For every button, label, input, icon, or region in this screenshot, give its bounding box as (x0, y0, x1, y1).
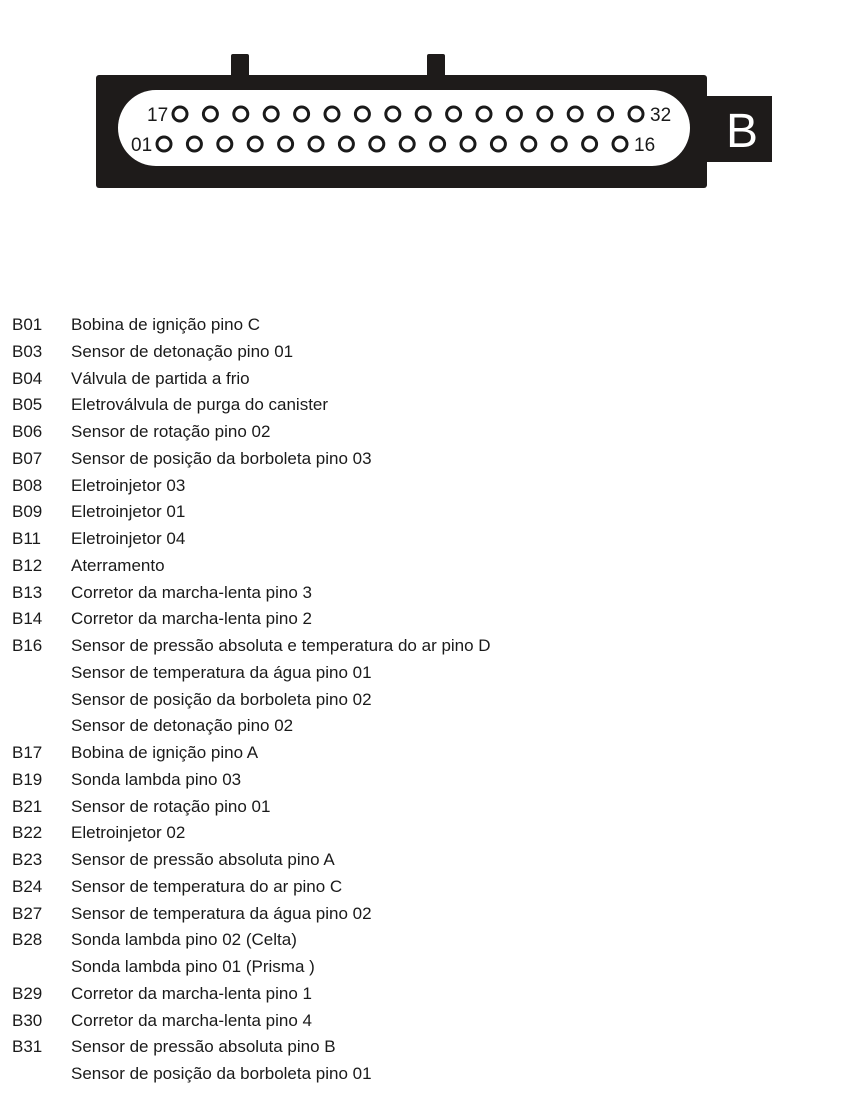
pin-description: Eletroinjetor 03 (71, 475, 186, 495)
pin-code: B31 (12, 1037, 43, 1057)
pin-code: B22 (12, 823, 43, 843)
pin-description: Sensor de pressão absoluta pino A (71, 850, 335, 869)
pin-code: B04 (12, 368, 43, 388)
pin-description: Sensor de detonação pino 02 (71, 716, 294, 736)
connector-tab-right (427, 54, 445, 78)
pin-description: Bobina de ignição pino A (71, 743, 259, 762)
pin-code: B11 (12, 529, 41, 548)
pin-description: Sonda lambda pino 01 (Prisma ) (71, 957, 315, 976)
pin-code: B06 (12, 422, 43, 441)
pin-description: Sensor de temperatura da água pino 01 (71, 662, 372, 682)
pin-description: Corretor da marcha-lenta pino 2 (71, 609, 312, 629)
pin-code: B07 (12, 448, 43, 468)
pin-code: B09 (12, 502, 43, 522)
pin-code: B12 (12, 555, 43, 575)
pin-description: Sensor de temperatura do ar pino C (71, 876, 343, 896)
pin-description: Corretor da marcha-lenta pino 3 (71, 582, 312, 602)
pin-code: B24 (12, 876, 43, 896)
pin-description: Sensor de posição da borboleta pino 03 (71, 448, 372, 468)
pin-description: Sensor de posição da borboleta pino 02 (71, 689, 372, 709)
pin-code: B28 (12, 930, 43, 950)
top-row-end-label: 32 (650, 105, 672, 126)
connector-tab-left (231, 54, 249, 78)
pin-description: Eletroinjetor 02 (71, 823, 186, 843)
pin-code: B08 (12, 475, 43, 495)
pin-description: Sensor de rotação pino 02 (71, 422, 271, 441)
connector-face (118, 90, 690, 166)
pin-code: B27 (12, 903, 43, 923)
bottom-row-end-label: 16 (634, 135, 656, 156)
pin-description: Sonda lambda pino 03 (71, 769, 242, 789)
pin-code: B23 (12, 850, 43, 869)
bottom-row-start-label: 01 (131, 135, 153, 156)
pin-code: B14 (12, 609, 43, 629)
pin-description: Sensor de temperatura da água pino 02 (71, 903, 372, 923)
pin-description: Sensor de rotação pino 01 (71, 796, 271, 816)
pin-code: B13 (12, 582, 43, 602)
pin-code: B30 (12, 1010, 43, 1030)
top-row-start-label: 17 (147, 105, 169, 126)
pin-code: B01 (12, 315, 43, 334)
pin-code: B03 (12, 341, 43, 361)
pin-code: B19 (12, 769, 43, 789)
pin-description: Eletroinjetor 01 (71, 502, 186, 522)
pin-description: Sensor de posição da borboleta pino 01 (71, 1064, 372, 1083)
pin-description: Corretor da marcha-lenta pino 4 (71, 1010, 312, 1030)
pin-description: Sensor de pressão absoluta e temperatura do ar pino D (71, 636, 491, 655)
pin-description: Eletroválvula de purga do canister (71, 395, 329, 415)
connector-letter: B (725, 105, 759, 158)
pin-description: Sensor de pressão absoluta pino B (71, 1037, 336, 1057)
pin-description: Corretor da marcha-lenta pino 1 (71, 983, 312, 1003)
pin-code: B16 (12, 636, 43, 655)
pin-description: Válvula de partida a frio (71, 368, 250, 388)
pin-code: B21 (12, 796, 43, 816)
connector-diagram (0, 0, 866, 200)
pin-code: B29 (12, 983, 43, 1003)
pin-code: B05 (12, 395, 43, 415)
pin-code: B17 (12, 743, 43, 762)
pin-description: Aterramento (71, 555, 165, 575)
pin-description: Bobina de ignição pino C (71, 315, 261, 334)
pin-description: Sensor de detonação pino 01 (71, 341, 294, 361)
pin-description: Sonda lambda pino 02 (Celta) (71, 930, 297, 950)
pin-description: Eletroinjetor 04 (71, 529, 186, 548)
